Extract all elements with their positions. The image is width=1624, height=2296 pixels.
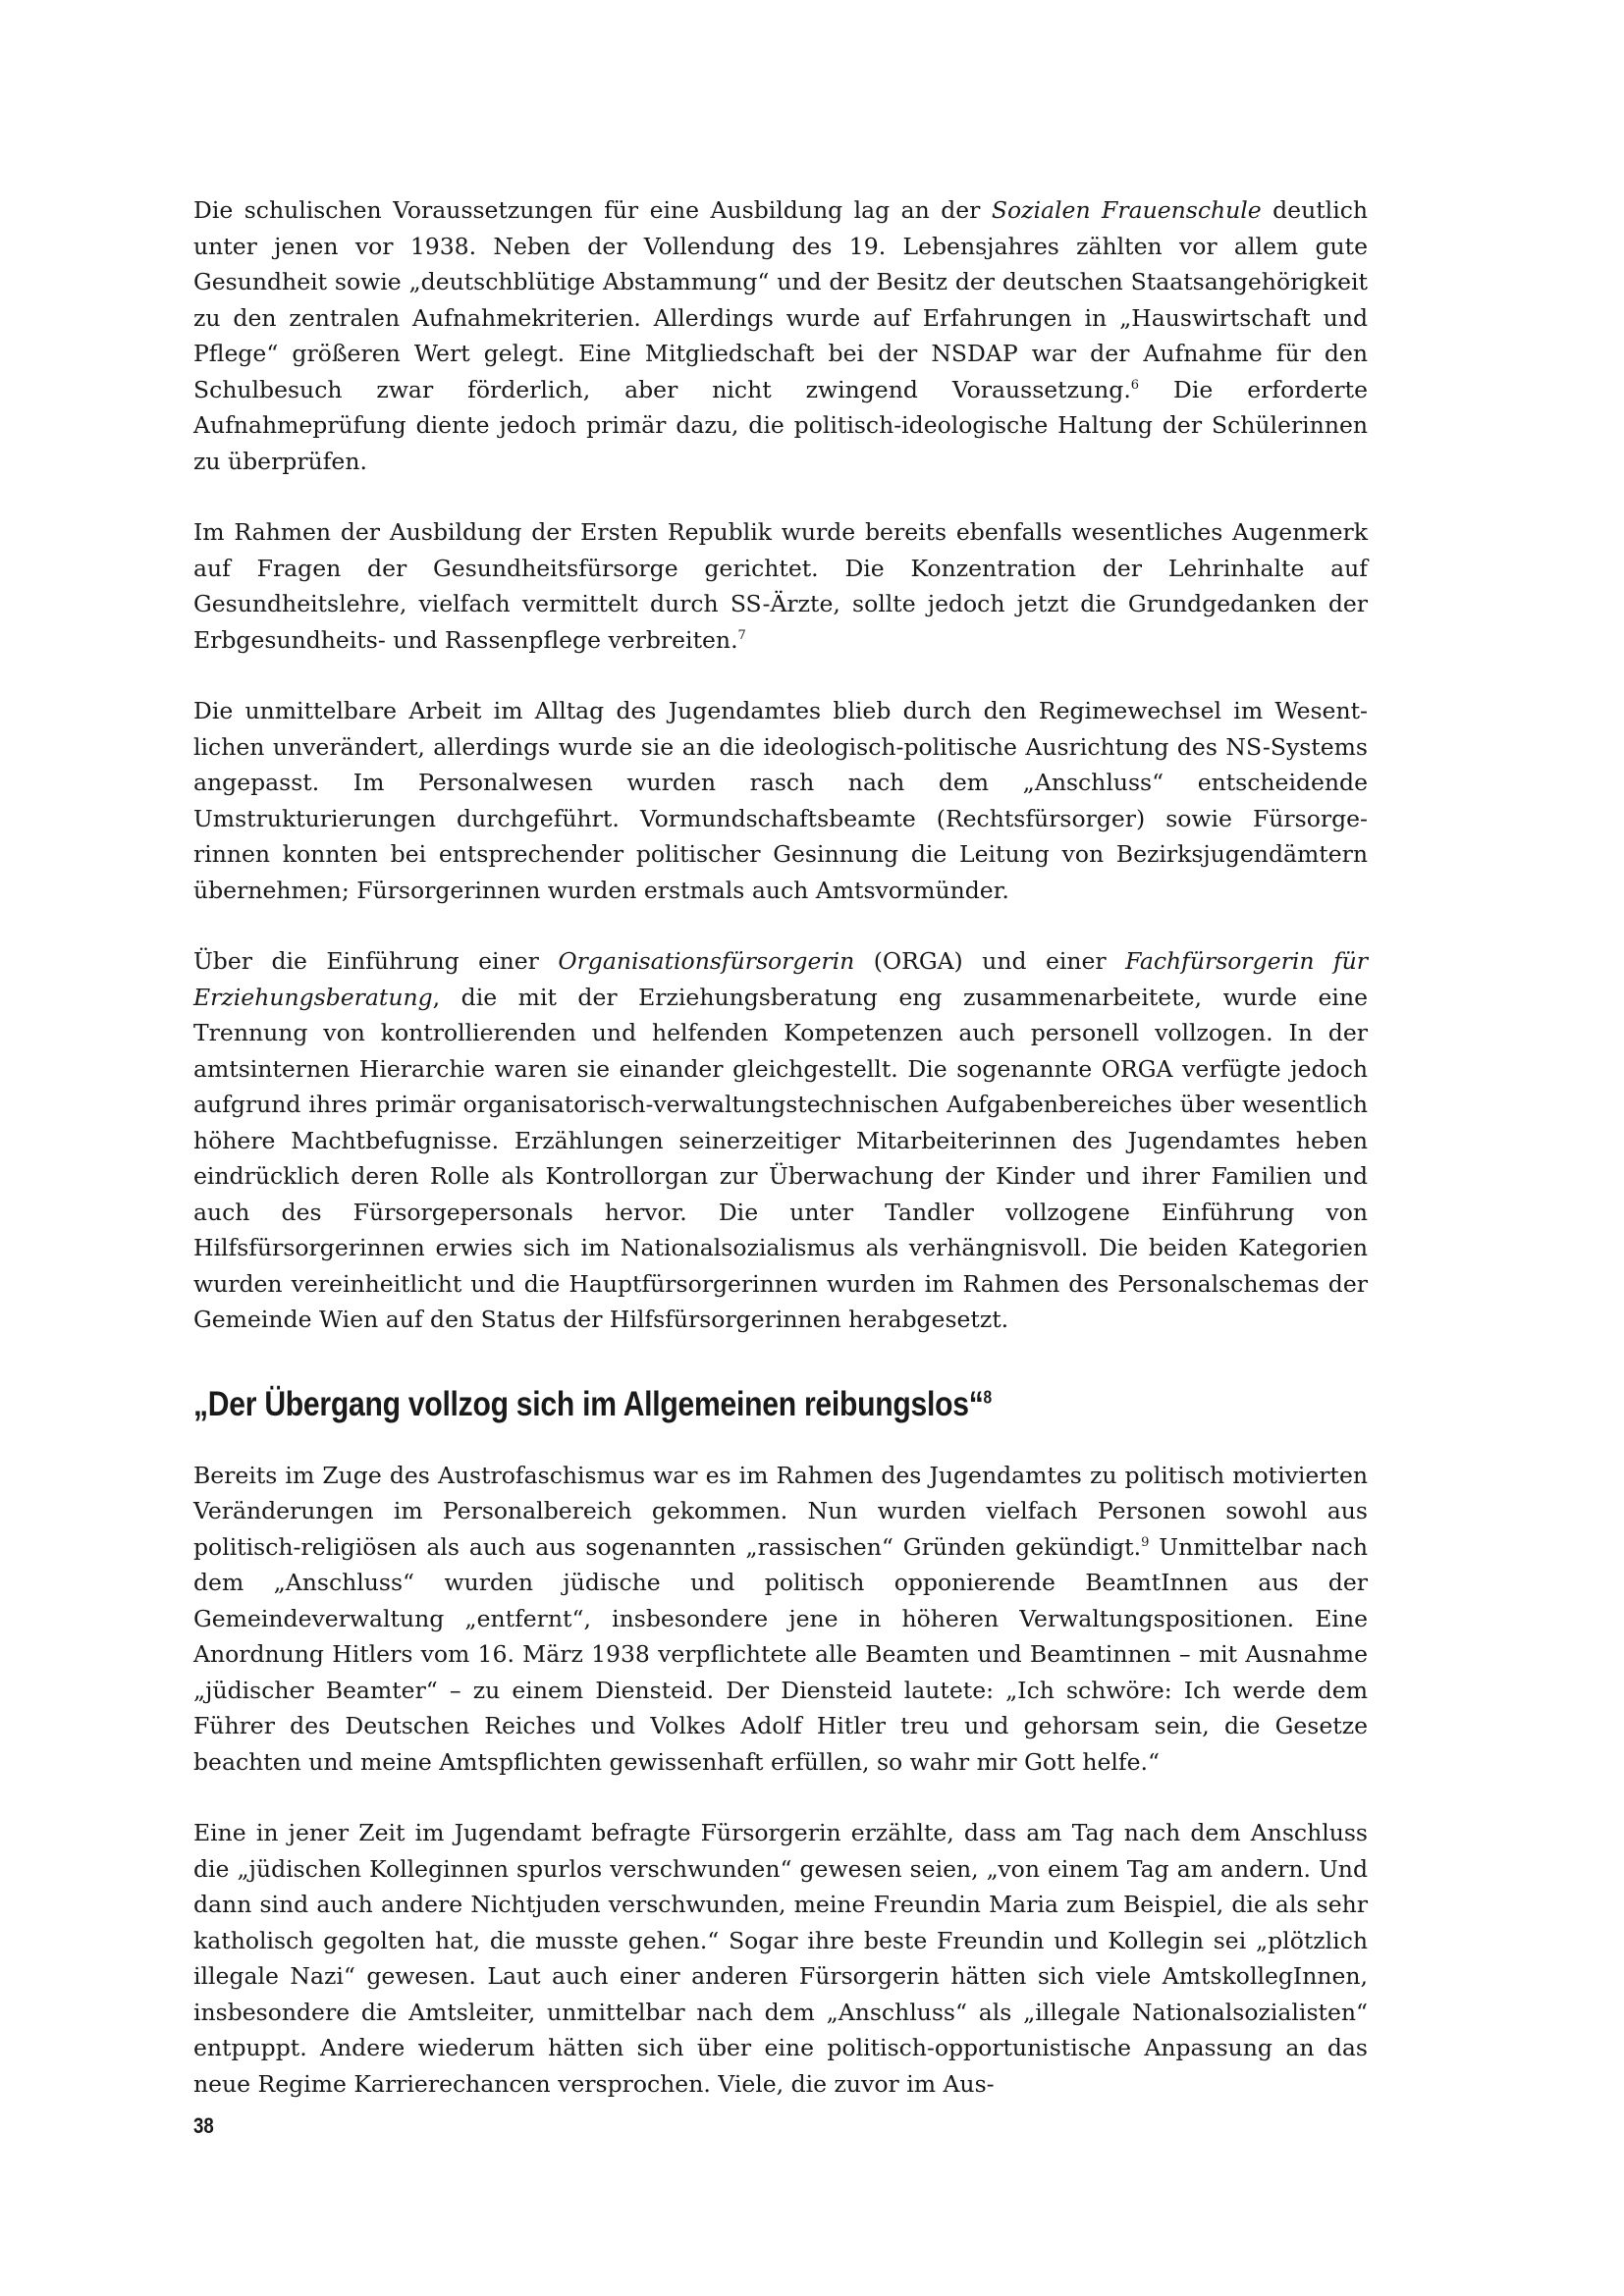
section-heading-text: „Der Übergang vollzog sich im Allgemeinen reibungslos“: [193, 1384, 984, 1423]
paragraphs-after-heading: [193, 1458, 1368, 2103]
text-segment: Über die Einführung einer: [193, 947, 559, 975]
text-segment: Im Rahmen der Ausbildung der Ersten Republik wurde bereits ebenfalls wesentliches Augenmerk auf Fragen der Gesundheitsfürsorge gerichtet. Die Konzentration der Lehrinhalte auf Gesundheitslehre, vielfach vermittelt durch SS-Ärzte, sollte jedoch jetzt die Grundgedanken der Erbgesundheits- und Rassenpflege verbreiten.: [193, 518, 1368, 654]
footnote-ref: 9: [1141, 1534, 1150, 1550]
italic-term: Sozialen Frauenschule: [991, 196, 1262, 224]
paragraph: [193, 1815, 1368, 2102]
text-segment: deutlich unter jenen vor 1938. Neben der Vollendung des 19. Lebensjahres zählten vor allem gute Gesundheit sowie „deutschblütige Abstammung“ und der Besitz der deutschen Staatsangehörigkeit zu den zentralen Aufnahmekriterien. Allerdings wurde auf Erfahrungen in „Hauswirtschaft und Pflege“ größeren Wert gelegt. Eine Mitgliedschaft bei der NSDAP war der Aufnahme für den Schulbesuch zwar förderlich, aber nicht zwingend Voraussetzung.: [193, 196, 1369, 403]
text-segment: (ORGA) und einer: [854, 947, 1126, 975]
heading-footnote-ref: 8: [983, 1386, 992, 1407]
paragraph: [193, 693, 1368, 908]
section-heading: [193, 1383, 1204, 1426]
footnote-ref: 7: [737, 627, 746, 643]
text-segment: Unmittelbar nach dem „Anschluss“ wurden jüdische und politisch opponierende BeamtInnen aus der Gemeindeverwaltung „entfernt“, insbesondere jene in höheren Verwaltungspositionen. Eine Anordnung Hitlers vom 16. März 1938 verpflichtete alle Beamten und Beamtinnen – mit Ausnahme „jüdischer Beamter“ – zu einem Diensteid. Der Diensteid lautete: „Ich schwöre: Ich werde dem Führer des Deutschen Reiches und Volkes Adolf Hitler treu und gehorsam sein, die Gesetze beachten und meine Amtspflichten gewissenhaft erfüllen, so wahr mir Gott helfe.“: [193, 1532, 1368, 1776]
text-segment: , die mit der Erziehungsberatung eng zusammenarbeitete, wurde eine Trennung von kontrollierenden und helfenden Kompetenzen auch personell vollzogen. In der amtsinternen Hierarchie waren sie einander gleichgestellt. Die sogenannte ORGA verfügte jedoch aufgrund ihres primär organisatorisch-verwaltungstechnischen Aufgabenbereiches über wesentlich höhere Machtbefugnisse. Erzählungen seinerzeitiger Mitarbeiterinnen des Jugendamtes heben eindrücklich deren Rolle als Kontrollorgan zur Überwachung der Kinder und ihrer Familien und auch des Fürsorgepersonals hervor. Die unter Tandler vollzogene Einführung von Hilfsfürsorgerinnen erwies sich im Nationalsozialismus als verhängnisvoll. Die beiden Kategorien wurden vereinheitlicht und die Hauptfürsorgerinnen wurden im Rahmen des Personalschemas der Gemeinde Wien auf den Status der Hilfsfürsorgerinnen herabgesetzt.: [193, 983, 1368, 1333]
paragraph: [193, 1458, 1368, 1781]
paragraph: [193, 943, 1368, 1338]
paragraphs-before-heading: [193, 192, 1368, 1338]
text-segment: Eine in jener Zeit im Jugendamt befragte Fürsorgerin erzählte, dass am Tag nach dem Anschluss die „jüdischen Kolleginnen spurlos verschwunden“ gewesen seien, „von einem Tag am andern. Und dann sind auch andere Nichtjuden verschwunden, meine Freundin Maria zum Beispiel, die als sehr katholisch gegolten hat, die musste gehen.“ Sogar ihre beste Freundin und Kollegin sei „plötzlich illegale Nazi“ gewesen. Laut auch einer anderen Fürsorgerin hätten sich viele AmtskollegInnen, insbesondere die Amtsleiter, unmittelbar nach dem „Anschluss“ als „illegale Nationalsozialisten“ entpuppt. Andere wiederum hätten sich über eine politisch-opportunistische Anpassung an das neue Regime Karrierechancen versprochen. Viele, die zuvor im Aus-: [193, 1819, 1368, 2098]
text-segment: Die schulischen Voraussetzungen für eine Ausbildung lag an der: [193, 196, 992, 224]
paragraph: [193, 514, 1368, 658]
page-number: 38: [193, 2113, 214, 2138]
paragraph: [193, 192, 1368, 479]
italic-term: Organisationsfürsorgerin: [558, 947, 855, 975]
text-segment: Die erforderte Aufnahmeprüfung diente jedoch primär dazu, die politisch-ideologische Haltung der Schülerinnen zu überprüfen.: [193, 375, 1368, 475]
page-body: [193, 192, 1368, 2137]
text-segment: Die unmittelbare Arbeit im Alltag des Jugendamtes blieb durch den Regimewechsel im Wesentlichen unverändert, allerdings wurde sie an die ideologisch-politische Ausrichtung des NS-Systems angepasst. Im Personalwesen wurden rasch nach dem „Anschluss“ entscheidende Umstrukturierungen durchgeführt. Vormundschaftsbeamte (Rechtsfürsorger) sowie Fürsorgerinnen konnten bei entsprechender politischer Gesinnung die Leitung von Bezirksjugendämtern übernehmen; Fürsorgerinnen wurden erstmals auch Amtsvormünder.: [193, 697, 1368, 904]
text-segment: Bereits im Zuge des Austrofaschismus war es im Rahmen des Jugendamtes zu politisch motivierten Veränderungen im Personalbereich gekommen. Nun wurden vielfach Personen sowohl aus politisch-religiösen als auch aus sogenannten „rassischen“ Gründen gekündigt.: [193, 1461, 1368, 1561]
italic-term: Fachfürsorgerin für Erziehungsberatung: [193, 947, 1369, 1011]
footnote-ref: 6: [1130, 377, 1140, 393]
